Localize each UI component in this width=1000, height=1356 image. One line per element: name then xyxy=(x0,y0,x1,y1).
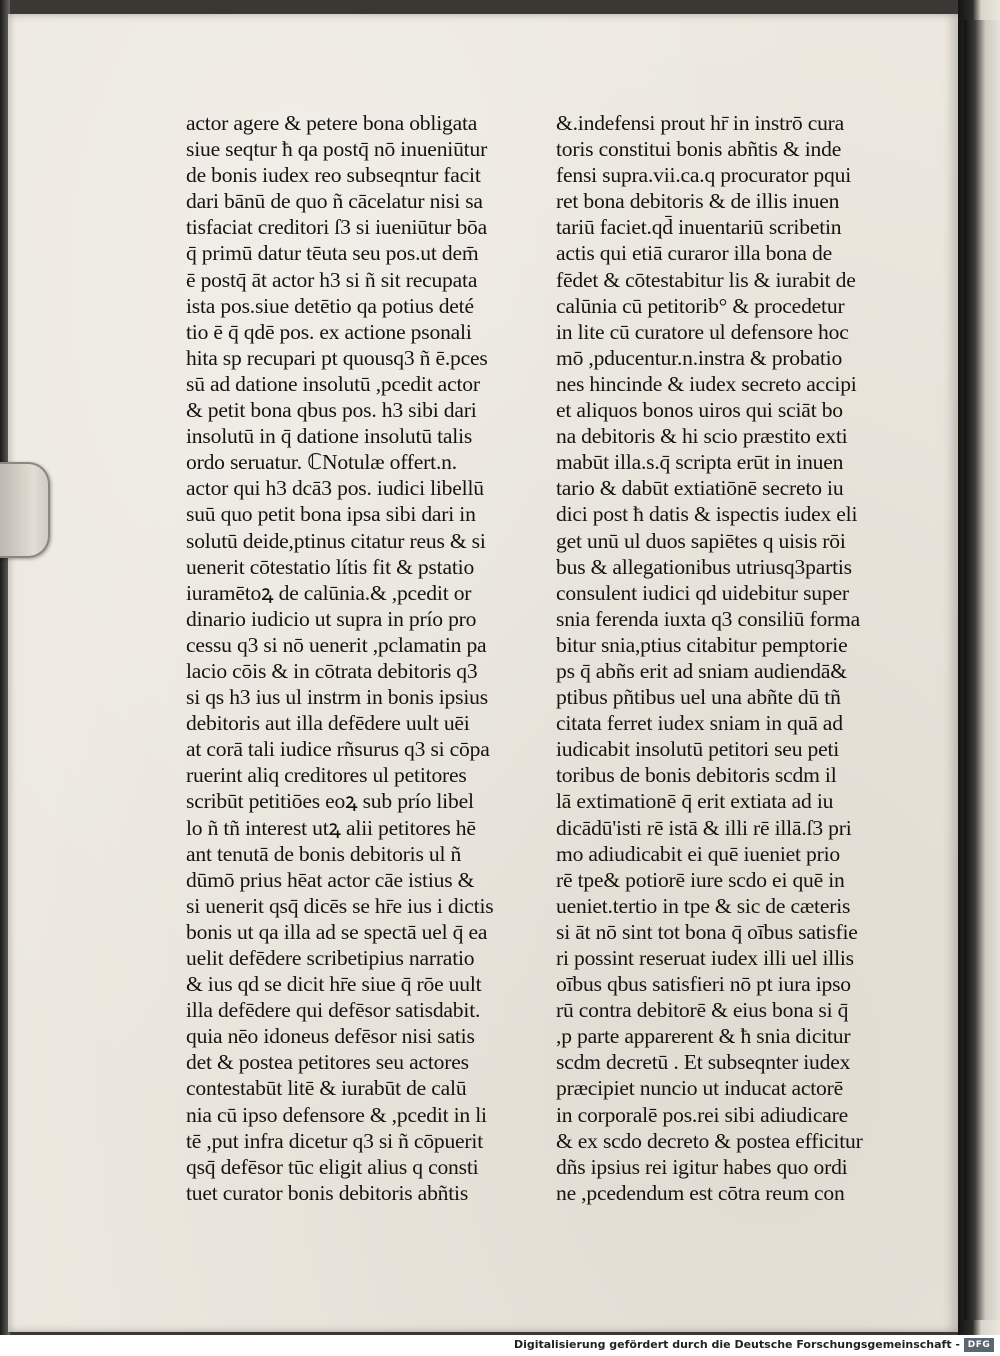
text-line: det & postea petitores seu actores xyxy=(186,1050,469,1075)
text-line: tario & dabūt extiatiōnē secreto iu xyxy=(556,476,844,501)
text-column-left xyxy=(186,110,536,1206)
text-line: ret bona debitoris & de illis inuen xyxy=(556,189,840,214)
text-line: dicādū'isti rē istā & illi rē illā.ſ3 pri xyxy=(556,815,852,840)
text-line: & ex scdo decreto & postea efficitur xyxy=(556,1128,863,1153)
text-line: snia ferenda iuxta q3 consiliū forma xyxy=(556,606,861,631)
text-line: tariū faciet.qd̄ inuentariū scribetin xyxy=(556,215,842,240)
text-line: debitoris aut illa defēdere uult uēi xyxy=(186,711,470,736)
text-line: ,p parte apparerent & ħ snia dicitur xyxy=(556,1024,851,1049)
text-line: qsq̄ defēsor tūc eligit alius q consti xyxy=(186,1154,479,1179)
text-line: actor agere & petere bona obligata xyxy=(186,111,478,135)
text-line: dari bānū de quo ñ cācelatur nisi sa xyxy=(186,189,483,214)
text-line: tuet curator bonis debitoris abñtis xyxy=(186,1180,469,1205)
text-line: citata ferret iudex sniam in quā ad xyxy=(556,711,843,736)
text-line: lacio cōis & in cōtrata debitoris q3 xyxy=(186,658,478,683)
text-line: cessu q3 si nō uenerit ,pclamatin pa xyxy=(186,632,487,657)
text-line: si āt nō sint tot bona q̄ oībus satisfie xyxy=(556,919,858,944)
text-line: dici post ħ datis & ispectis iudex eli xyxy=(556,502,858,527)
text-line: in lite cū curatore ul defensore hoc xyxy=(556,319,849,344)
text-line: ne ,pcedendum est cōtra reum con xyxy=(556,1180,845,1205)
footer-bar xyxy=(0,1335,1000,1356)
text-column-right xyxy=(556,110,916,1206)
text-line: q̄ primū datur tēuta seu pos.ut dem̄ xyxy=(186,241,479,266)
next-page-edge xyxy=(964,20,1000,1320)
text-line: in corporalē pos.rei sibi adiudicare xyxy=(556,1102,849,1127)
text-line: ordo seruatur. ℂNotulæ offert.n. xyxy=(186,450,457,475)
text-line: &.indefensi prout hr̄ in instrō cura xyxy=(556,111,845,135)
text-line: tio ē q̄ qdē pos. ex actione psonali xyxy=(186,319,472,344)
text-line: illa defēdere qui defēsor satisdabit. xyxy=(186,998,481,1023)
text-line: sū ad datione insolutū ,pcedit actor xyxy=(186,371,480,396)
text-line: toribus de bonis debitoris scdm il xyxy=(556,763,837,788)
text-line: dñs ipsius rei igitur habes quo ordi xyxy=(556,1154,848,1179)
text-line: ueniet.tertio in tpe & sic de cæteris xyxy=(556,893,851,918)
text-line: suū quo petit bona ipsa sibi dari in xyxy=(186,502,476,527)
text-line: mō ,pducentur.n.instra & probatio xyxy=(556,345,843,370)
text-line: ista pos.siue detētio qa potius deté xyxy=(186,293,474,318)
text-line: ps q̄ abñs erit ad sniam audiendā& xyxy=(556,658,847,683)
text-line: ptibus pñtibus uel una abñte dū tñ xyxy=(556,685,841,710)
text-line: insolutū in q̄ datione insolutū talis xyxy=(186,424,473,449)
text-line: oībus qbus satisfieri nō pt iura ipso xyxy=(556,972,851,997)
text-line: si uenerit qsq̄ dicēs se hr̄e ius i dictis xyxy=(186,893,494,918)
text-line: toris constitui bonis abñtis & inde xyxy=(556,137,842,162)
text-line: lā extimationē q̄ erit extiata ad iu xyxy=(556,789,834,814)
text-line: quia nēo idoneus defēsor nisi satis xyxy=(186,1024,475,1049)
text-line: scdm decretū . Et subseqnter iudex xyxy=(556,1050,851,1075)
text-line: si qs h3 ius ul instrm in bonis ipsius xyxy=(186,685,488,710)
text-line: mo adiudicabit ei quē iueniet prio xyxy=(556,841,841,866)
text-line: ē postq̄ āt actor h3 si ñ sit recupata xyxy=(186,267,478,292)
text-line: ant tenutā de bonis debitoris ul ñ xyxy=(186,841,462,866)
text-line: solutū deide,ptinus citatur reus & si xyxy=(186,528,486,553)
text-line: iudicabit insolutū petitori seu peti xyxy=(556,737,840,762)
text-line: dinario iudicio ut supra in prío pro xyxy=(186,606,477,631)
text-line: actis qui etiā curaror illa bona de xyxy=(556,241,832,266)
text-line: get unū ul duos sapiētes q uisis rōi xyxy=(556,528,846,553)
text-line: ri possint reseruat iudex illi uel illis xyxy=(556,946,854,970)
text-line: uelit defēdere scribetipius narratio xyxy=(186,946,475,970)
text-line: at corā tali iudice rñsurus q3 si cōpa xyxy=(186,737,490,762)
text-line: hita sp recupari pt quousq3 ñ ē.pces xyxy=(186,345,488,370)
text-line: bitur snia,ptius citabitur pemptorie xyxy=(556,632,848,657)
text-line: lo ñ tñ interest utꝝ alii petitores hē xyxy=(186,815,476,840)
dfg-logo-icon: DFG xyxy=(964,1338,994,1352)
text-line: & petit bona qbus pos. h3 sibi dari xyxy=(186,398,477,423)
text-line: actor qui h3 dcā3 pos. iudici libellū xyxy=(186,476,484,501)
text-line: iuramētoꝝ de calūnia.& ,pcedit or xyxy=(186,580,472,605)
page-clip xyxy=(0,462,50,558)
text-line: & ius qd se dicit hr̄e siue q̄ rōe uult xyxy=(186,972,482,997)
text-line: siue seqtur ħ qa postq̄ nō inueniūtur xyxy=(186,137,488,162)
text-line: tē ,put infra dicetur q3 si ñ cōpuerit xyxy=(186,1128,484,1153)
text-line: dūmō prius hēat actor cāe istius & xyxy=(186,867,475,892)
text-line: contestabūt litē & iurabūt de calū xyxy=(186,1076,467,1101)
text-line: bonis ut qa illa ad se spectā uel q̄ ea xyxy=(186,919,488,944)
text-line: calūnia cū petitorib° & procedetur xyxy=(556,293,845,318)
text-line: ruerint aliq creditores ul petitores xyxy=(186,763,467,788)
text-line: et aliquos bonos uiros qui sciāt bo xyxy=(556,398,843,423)
text-line: uenerit cōtestatio lítis fit & pstatio xyxy=(186,554,475,579)
text-line: nes hincinde & iudex secreto accipi xyxy=(556,371,857,396)
text-line: nia cū ipso defensore & ,pcedit in li xyxy=(186,1102,487,1127)
text-line: præcipiet nuncio ut inducat actorē xyxy=(556,1076,844,1101)
text-line: fēdet & cōtestabitur lis & iurabit de xyxy=(556,267,856,292)
text-line: mabūt illa.s.q̄ scripta erūt in inuen xyxy=(556,450,844,475)
text-line: tisfaciat creditori ſ3 si iueniūtur bōa xyxy=(186,215,488,240)
funding-credit: Digitalisierung gefördert durch die Deutsche Forschungsgemeinschaft - xyxy=(513,1338,960,1351)
text-line: scribūt petitiōes eoꝝ sub prío libel xyxy=(186,789,474,814)
text-line: rū contra debitorē & eius bona si q̄ xyxy=(556,998,849,1023)
text-line: fensi supra.vii.ca.q procurator pqui xyxy=(556,163,852,188)
text-line: rē tpe& potiorē iure scdo ei quē in xyxy=(556,867,845,892)
text-line: bus & allegationibus utriusq3partis xyxy=(556,554,852,579)
text-line: consulent iudici qd uidebitur super xyxy=(556,580,849,605)
text-line: na debitoris & hi scio præstito exti xyxy=(556,424,848,449)
text-line: de bonis iudex reo subseqntur facit xyxy=(186,163,481,188)
